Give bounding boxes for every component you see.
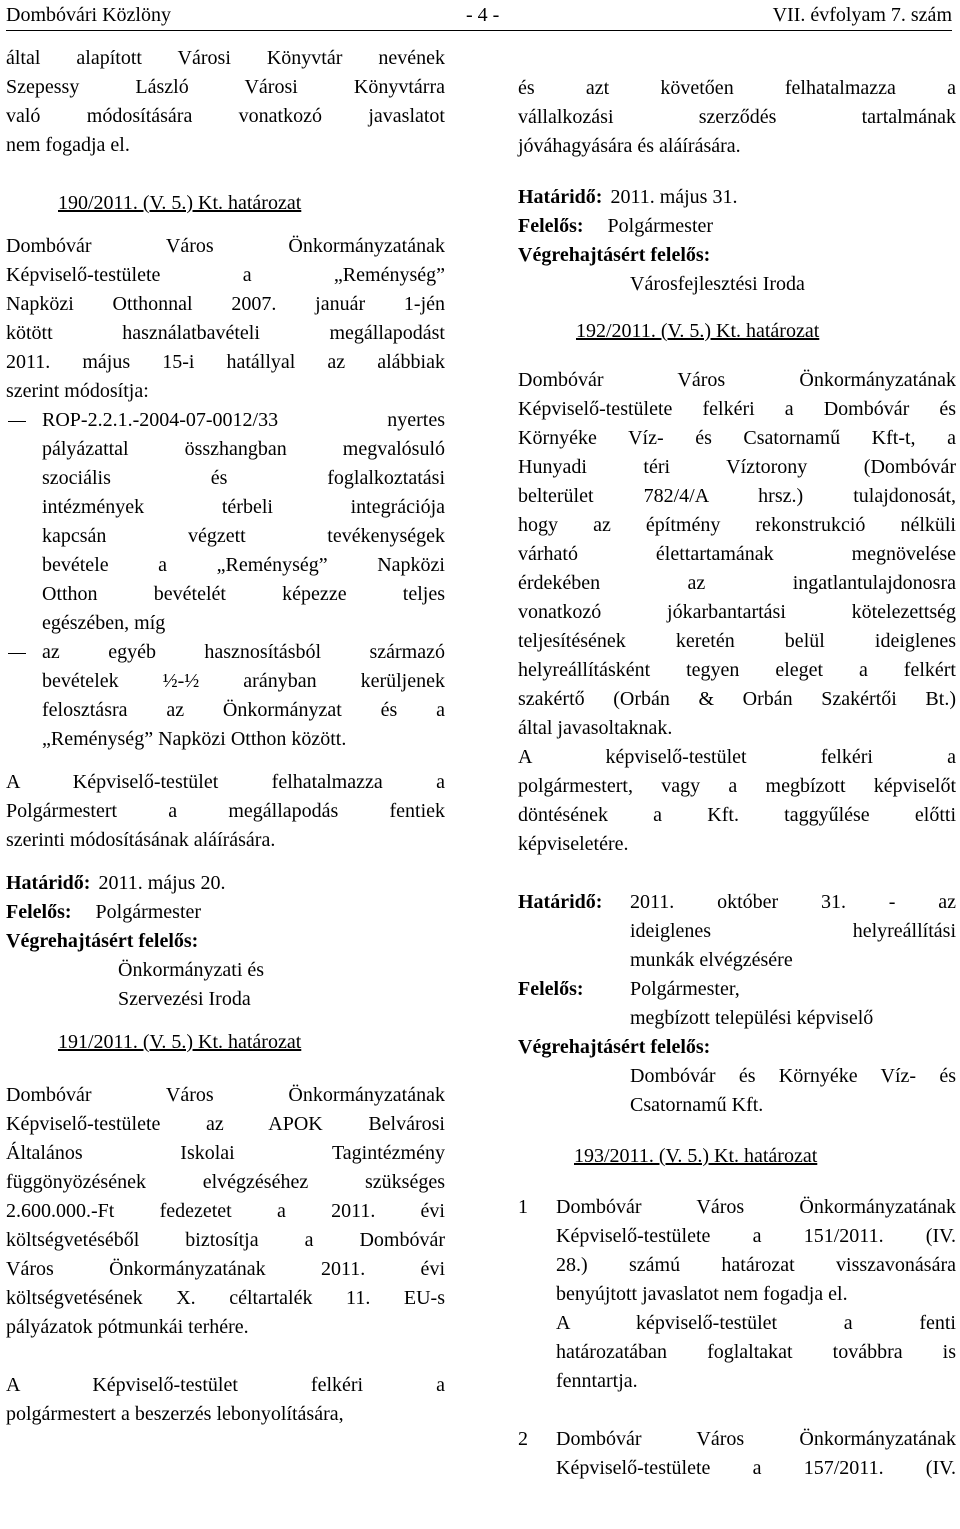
responsible-label: Felelős: (518, 978, 584, 1000)
text-line: felosztásra az Önkormányzat és a (42, 699, 445, 721)
text-line: Dombóvár és Környéke Víz- és (630, 1065, 956, 1087)
right-column (518, 74, 956, 1483)
text-line: bevétele a „Reménység” Napközi (42, 554, 445, 576)
list-item (6, 406, 445, 638)
text-line: A képviselő-testület a fenti (556, 1312, 956, 1334)
resolution-191-title: 191/2011. (V. 5.) Kt. határozat (58, 1031, 302, 1053)
text-line: által alapított Városi Könyvtár nevének (6, 47, 445, 69)
executor-row (518, 1033, 956, 1062)
text-line: teljesítésének keretén belül ideiglenes (518, 630, 956, 652)
text-line: az egyéb hasznosításból származó (42, 641, 445, 663)
text-line: szerint módosítja: (6, 380, 149, 402)
text-line: Képviselő-testülete a „Reménység” (6, 264, 445, 286)
text-line: Dombóvár Város Önkormányzatának (6, 235, 445, 257)
continuation-text (518, 74, 956, 161)
text-line: A Képviselő-testület felkéri a (6, 1374, 445, 1396)
text-line: helyreállításként tegyen eleget a felkért (518, 659, 956, 681)
resolution-190-title: 190/2011. (V. 5.) Kt. határozat (58, 192, 302, 214)
text-line: pályázatok pótmunkái terhére. (6, 1316, 249, 1338)
text-line: 2.600.000.-Ft fedezetet a 2011. évi (6, 1200, 445, 1222)
text-line: Dombóvár Város Önkormányzatának (556, 1196, 956, 1218)
resolution-192-body-2 (518, 743, 956, 859)
deadline-row (6, 869, 445, 898)
text-line: hogy az építmény rekonstrukció nélküli (518, 514, 956, 536)
text-line: Környéke Víz- és Csatornamű Kft-t, a (518, 427, 956, 449)
item-number: 2 (518, 1428, 528, 1450)
dash-bullet-icon (8, 653, 26, 654)
responsible-row (6, 898, 445, 927)
text-line: polgármestert a beszerzés lebonyolítására, (6, 1403, 344, 1425)
resolution-190-body (6, 232, 445, 406)
numbered-item (518, 1193, 956, 1396)
authorization-text (6, 768, 445, 855)
text-line: intézmények térbeli integrációja (42, 496, 445, 518)
dash-bullet-icon (8, 421, 26, 422)
text-line: határozatában foglaltakat továbbra is (556, 1341, 956, 1363)
executor-value: Önkormányzati és Szervezési Iroda (118, 959, 265, 1010)
deadline-value: 2011. május 20. (98, 872, 226, 894)
left-column (6, 44, 445, 1429)
text-line: jóváhagyására és aláírására. (518, 135, 741, 157)
text-line: belterület 782/4/A hrsz.) tulajdonosát, (518, 485, 956, 507)
text-line: Képviselő-testülete az APOK Belvárosi (6, 1113, 445, 1135)
responsible-row (518, 975, 956, 1033)
text-line: A képviselő-testület felkéri a (518, 746, 956, 768)
text-line: vállalkozási szerződés tartalmának (518, 106, 956, 128)
text-line: nem fogadja el. (6, 134, 130, 156)
text-line: Otthon bevételét képezze teljes (42, 583, 445, 605)
text-line: Képviselő-testülete a 157/2011. (IV. (556, 1457, 956, 1479)
text-line: benyújtott javaslatot nem fogadja el. (556, 1283, 848, 1305)
responsible-value: Polgármester (95, 901, 202, 923)
text-line: pályázattal összhangban megvalósuló (42, 438, 445, 460)
text-line: függönyözésének elvégzéséhez szükséges (6, 1171, 445, 1193)
text-line: Város Önkormányzatának 2011. évi (6, 1258, 445, 1280)
text-line: Képviselő-testülete felkéri a Dombóvár és (518, 398, 956, 420)
responsible-row (518, 212, 956, 241)
resolution-192-title: 192/2011. (V. 5.) Kt. határozat (576, 320, 820, 342)
numbered-item (518, 1425, 956, 1483)
executor-row (6, 927, 445, 956)
text-line: Hunyadi téri Víztorony (Dombóvár (518, 456, 956, 478)
resolution-191-body-2 (6, 1371, 445, 1429)
responsible-label: Felelős: (518, 215, 584, 237)
text-line: szerinti módosításának aláírására. (6, 829, 276, 851)
resolution-193-title: 193/2011. (V. 5.) Kt. határozat (574, 1145, 818, 1167)
text-line: ROP-2.2.1.-2004-07-0012/33 nyertes (42, 409, 445, 431)
text-line: Polgármestert a megállapodás fentiek (6, 800, 445, 822)
text-line: Csatornamű Kft. (630, 1094, 764, 1116)
responsible-value: Polgármester, (630, 978, 740, 1000)
executor-label: Végrehajtásért felelős: (518, 244, 711, 266)
resolution-191-body (6, 1081, 445, 1342)
text-line: által javasoltaknak. (518, 717, 673, 739)
text-line: bevételek ½-½ arányban kerüljenek (42, 670, 445, 692)
text-line: költségvetéséből biztosítja a Dombóvár (6, 1229, 445, 1251)
text-line: képviseletére. (518, 833, 629, 855)
volume-info: VII. évfolyam 7. szám (772, 4, 952, 26)
text-line: „Reménység” Napközi Otthon között. (42, 728, 347, 750)
deadline-value: munkák elvégzésére (630, 949, 793, 971)
intro-text (6, 44, 445, 160)
text-line: Szepessy László Városi Könyvtárra (6, 76, 445, 98)
deadline-value: 2011. május 31. (610, 186, 738, 208)
resolution-192-body (518, 366, 956, 743)
journal-title: Dombóvári Közlöny (6, 4, 171, 26)
responsible-value: Polgármester (607, 215, 714, 237)
item-number: 1 (518, 1196, 528, 1218)
executor-label: Végrehajtásért felelős: (518, 1036, 711, 1058)
text-line: érdekében az ingatlantulajdonosra (518, 572, 956, 594)
text-line: kötött használatbavételi megállapodást (6, 322, 445, 344)
text-line: kapcsán végzett tevékenységek (42, 525, 445, 547)
deadline-value: 2011. október 31. - az (630, 891, 956, 913)
text-line: Dombóvár Város Önkormányzatának (6, 1084, 445, 1106)
deadline-value: ideiglenes helyreállítási (630, 920, 956, 942)
text-line: való módosítására vonatkozó javaslatot (6, 105, 445, 127)
deadline-label: Határidő: (6, 872, 91, 894)
text-line: 28.) számú határozat visszavonására (556, 1254, 956, 1276)
responsible-label: Felelős: (6, 901, 72, 923)
text-line: Általános Iskolai Tagintézmény (6, 1142, 445, 1164)
text-line: vonatkozó jókarbantartási kötelezettség (518, 601, 956, 623)
text-line: szociális és foglalkoztatási (42, 467, 445, 489)
text-line: A Képviselő-testület felhatalmazza a (6, 771, 445, 793)
deadline-label: Határidő: (518, 186, 603, 208)
text-line: Dombóvár Város Önkormányzatának (556, 1428, 956, 1450)
page-header (6, 0, 952, 31)
text-line: fenntartja. (556, 1370, 638, 1392)
text-line: várható élettartamának megnövelése (518, 543, 956, 565)
text-line: költségvetésének X. céltartalék 11. EU-s (6, 1287, 445, 1309)
text-line: Dombóvár Város Önkormányzatának (518, 369, 956, 391)
responsible-value: megbízott települési képviselő (630, 1007, 874, 1029)
text-line: Képviselő-testülete a 151/2011. (IV. (556, 1225, 956, 1247)
list-item (6, 638, 445, 754)
text-line: 2011. május 15-i hatállyal az alábbiak (6, 351, 445, 373)
executor-label: Végrehajtásért felelős: (6, 930, 199, 952)
text-line: polgármestert, vagy a megbízott képviselőt (518, 775, 956, 797)
page-number: - 4 - (466, 4, 500, 26)
text-line: Napközi Otthonnal 2007. január 1-jén (6, 293, 445, 315)
deadline-label: Határidő: (518, 891, 603, 913)
text-line: szakértő (Orbán & Orbán Szakértői Bt.) (518, 688, 956, 710)
text-line: egészében, míg (42, 612, 166, 634)
deadline-row (518, 183, 956, 212)
text-line: döntésének a Kft. taggyűlése előtti (518, 804, 956, 826)
text-line: és azt követően felhatalmazza a (518, 77, 956, 99)
executor-row (518, 241, 956, 270)
executor-value (518, 1062, 956, 1120)
deadline-row (518, 888, 956, 975)
executor-value: Városfejlesztési Iroda (630, 273, 805, 295)
